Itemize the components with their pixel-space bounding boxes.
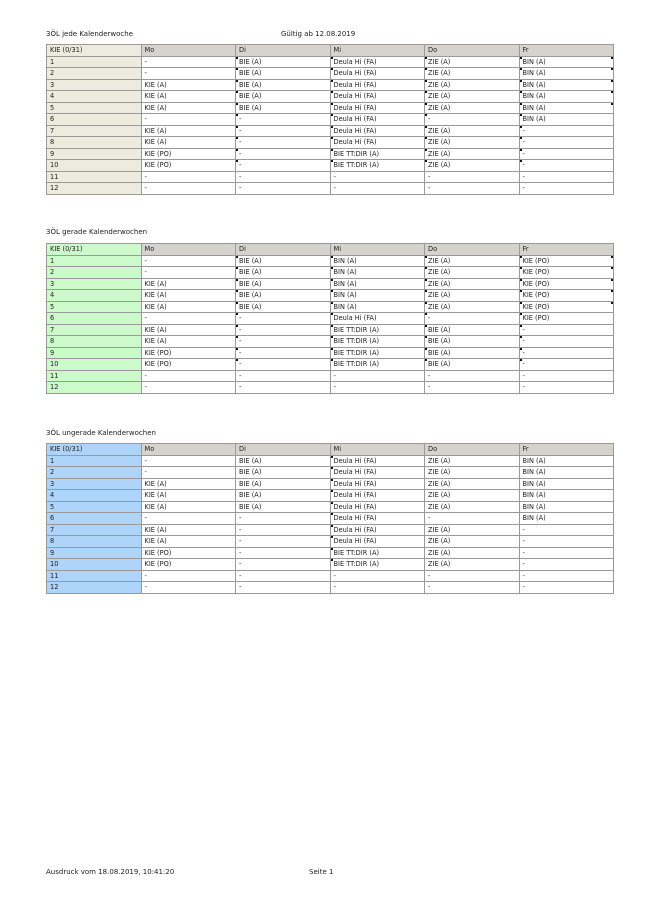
schedule-cell: BIE (A) [236, 56, 331, 68]
schedule-cell: KIE (A) [141, 478, 236, 490]
schedule-cell: - [236, 114, 331, 126]
schedule-cell: BIE (A) [425, 347, 520, 359]
schedule-cell: KIE (A) [141, 336, 236, 348]
schedule-cell: - [425, 582, 520, 594]
lesson-number-cell: 12 [47, 582, 142, 594]
schedule-cell: BIE TT:DIR (A) [330, 359, 425, 371]
table-row [47, 183, 614, 195]
table-row [47, 336, 614, 348]
schedule-cell: - [236, 160, 331, 172]
lesson-number-cell: 11 [47, 370, 142, 382]
schedule-cell: - [236, 125, 331, 137]
schedule-cell: - [141, 255, 236, 267]
schedule-cell: BIE (A) [236, 490, 331, 502]
schedule-cell: - [236, 570, 331, 582]
schedule-cell: ZIE (A) [425, 501, 520, 513]
schedule-cell: - [425, 183, 520, 195]
lesson-number-cell: 4 [47, 490, 142, 502]
schedule-cell: - [236, 313, 331, 325]
table-row [47, 524, 614, 536]
day-column-header: Di [236, 45, 331, 57]
schedule-cell: - [236, 359, 331, 371]
lesson-number-cell: 7 [47, 524, 142, 536]
lesson-number-cell: 10 [47, 559, 142, 571]
schedule-cell: KIE (A) [141, 501, 236, 513]
schedule-cell: BIN (A) [519, 91, 614, 103]
table-row [47, 102, 614, 114]
schedule-cell: KIE (A) [141, 102, 236, 114]
schedule-cell: Deula Hi (FA) [330, 56, 425, 68]
schedule-cell: Deula Hi (FA) [330, 68, 425, 80]
table-row [47, 125, 614, 137]
schedule-cell: - [236, 582, 331, 594]
table-row [47, 582, 614, 594]
schedule-cell: - [330, 582, 425, 594]
schedule-cell: Deula Hi (FA) [330, 313, 425, 325]
table-row [47, 278, 614, 290]
schedule-cell: ZIE (A) [425, 160, 520, 172]
lesson-number-cell: 11 [47, 171, 142, 183]
day-column-header: Mo [141, 244, 236, 256]
schedule-cell: - [425, 513, 520, 525]
day-column-header: Do [425, 444, 520, 456]
section-3-title: 3ÖL ungerade Kalenderwochen [46, 429, 156, 437]
section-2-title: 3ÖL gerade Kalenderwochen [46, 228, 148, 236]
lesson-number-cell: 2 [47, 68, 142, 80]
page-number: Seite 1 [309, 868, 334, 876]
schedule-cell: - [519, 582, 614, 594]
schedule-cell: BIE (A) [236, 102, 331, 114]
lesson-number-cell: 1 [47, 255, 142, 267]
lesson-number-cell: 10 [47, 359, 142, 371]
schedule-cell: Deula Hi (FA) [330, 501, 425, 513]
schedule-cell: - [519, 125, 614, 137]
schedule-cell: BIN (A) [519, 513, 614, 525]
schedule-cell: KIE (PO) [141, 547, 236, 559]
schedule-cell: BIE (A) [236, 68, 331, 80]
schedule-cell: KIE (A) [141, 278, 236, 290]
schedule-cell: - [236, 524, 331, 536]
schedule-cell: - [236, 536, 331, 548]
schedule-cell: BIE (A) [425, 359, 520, 371]
schedule-cell: - [236, 336, 331, 348]
schedule-cell: - [236, 547, 331, 559]
schedule-cell: - [236, 324, 331, 336]
schedule-cell: BIN (A) [519, 79, 614, 91]
section-1-title: 3ÖL jede Kalenderwoche [46, 30, 133, 38]
schedule-cell: BIE TT:DIR (A) [330, 324, 425, 336]
lesson-number-cell: 11 [47, 570, 142, 582]
day-column-header: Di [236, 244, 331, 256]
table-row [47, 324, 614, 336]
schedule-cell: - [330, 382, 425, 394]
schedule-cell: ZIE (A) [425, 91, 520, 103]
schedule-cell: - [141, 313, 236, 325]
schedule-cell: ZIE (A) [425, 102, 520, 114]
schedule-cell: KIE (A) [141, 524, 236, 536]
schedule-cell: - [141, 68, 236, 80]
schedule-cell: KIE (PO) [519, 313, 614, 325]
schedule-cell: BIE (A) [236, 290, 331, 302]
schedule-cell: Deula Hi (FA) [330, 125, 425, 137]
day-column-header: Mi [330, 444, 425, 456]
schedule-cell: BIN (A) [519, 114, 614, 126]
schedule-cell: BIE (A) [236, 467, 331, 479]
lesson-number-cell: 6 [47, 313, 142, 325]
schedule-cell: Deula Hi (FA) [330, 513, 425, 525]
schedule-cell: ZIE (A) [425, 301, 520, 313]
schedule-cell: - [425, 570, 520, 582]
lesson-number-cell: 8 [47, 336, 142, 348]
schedule-cell: BIN (A) [519, 102, 614, 114]
schedule-cell: BIE (A) [236, 478, 331, 490]
schedule-cell: - [141, 455, 236, 467]
schedule-grid [46, 243, 614, 394]
schedule-cell: KIE (PO) [141, 359, 236, 371]
print-timestamp: Ausdruck vom 18.08.2019, 10:41:20 [46, 868, 175, 876]
schedule-cell: BIN (A) [330, 278, 425, 290]
schedule-cell: KIE (PO) [141, 148, 236, 160]
schedule-cell: - [519, 359, 614, 371]
schedule-table-every-week [46, 44, 614, 195]
schedule-cell: KIE (A) [141, 91, 236, 103]
schedule-cell: BIN (A) [330, 267, 425, 279]
lesson-number-cell: 12 [47, 382, 142, 394]
table-header-row [47, 244, 614, 256]
schedule-cell: - [519, 382, 614, 394]
schedule-cell: - [330, 570, 425, 582]
schedule-cell: BIN (A) [519, 455, 614, 467]
table-row [47, 68, 614, 80]
schedule-cell: Deula Hi (FA) [330, 91, 425, 103]
day-column-header: Fr [519, 45, 614, 57]
schedule-cell: - [519, 536, 614, 548]
schedule-cell: - [519, 547, 614, 559]
schedule-cell: - [141, 171, 236, 183]
schedule-cell: KIE (A) [141, 490, 236, 502]
schedule-cell: - [236, 137, 331, 149]
schedule-cell: - [236, 559, 331, 571]
lesson-number-cell: 2 [47, 467, 142, 479]
schedule-cell: - [519, 324, 614, 336]
schedule-cell: Deula Hi (FA) [330, 137, 425, 149]
table-row [47, 91, 614, 103]
schedule-cell: - [519, 148, 614, 160]
schedule-cell: Deula Hi (FA) [330, 79, 425, 91]
lesson-number-cell: 7 [47, 125, 142, 137]
class-column-header: KIE (0/31) [47, 244, 142, 256]
table-row [47, 382, 614, 394]
table-row [47, 255, 614, 267]
schedule-cell: Deula Hi (FA) [330, 114, 425, 126]
table-row [47, 501, 614, 513]
class-column-header: KIE (0/31) [47, 444, 142, 456]
schedule-cell: KIE (A) [141, 125, 236, 137]
day-column-header: Fr [519, 444, 614, 456]
schedule-cell: - [141, 570, 236, 582]
schedule-cell: ZIE (A) [425, 559, 520, 571]
schedule-cell: - [330, 183, 425, 195]
schedule-cell: KIE (A) [141, 536, 236, 548]
schedule-cell: BIN (A) [519, 56, 614, 68]
schedule-cell: KIE (A) [141, 301, 236, 313]
schedule-cell: ZIE (A) [425, 267, 520, 279]
table-row [47, 56, 614, 68]
lesson-number-cell: 5 [47, 501, 142, 513]
table-header-row [47, 45, 614, 57]
schedule-cell: KIE (A) [141, 137, 236, 149]
table-row [47, 267, 614, 279]
lesson-number-cell: 5 [47, 301, 142, 313]
schedule-cell: KIE (PO) [519, 267, 614, 279]
table-row [47, 455, 614, 467]
schedule-cell: - [141, 467, 236, 479]
day-column-header: Mo [141, 45, 236, 57]
schedule-cell: - [330, 171, 425, 183]
day-column-header: Di [236, 444, 331, 456]
schedule-cell: - [141, 267, 236, 279]
day-column-header: Fr [519, 244, 614, 256]
schedule-cell: Deula Hi (FA) [330, 490, 425, 502]
schedule-cell: KIE (PO) [519, 255, 614, 267]
table-row [47, 290, 614, 302]
day-column-header: Mi [330, 45, 425, 57]
schedule-cell: BIN (A) [519, 467, 614, 479]
schedule-cell: BIE (A) [236, 455, 331, 467]
table-header-row [47, 444, 614, 456]
table-row [47, 137, 614, 149]
schedule-cell: KIE (PO) [141, 347, 236, 359]
schedule-cell: Deula Hi (FA) [330, 102, 425, 114]
schedule-cell: KIE (PO) [519, 290, 614, 302]
schedule-cell: BIN (A) [330, 255, 425, 267]
schedule-cell: ZIE (A) [425, 255, 520, 267]
schedule-cell: ZIE (A) [425, 137, 520, 149]
day-column-header: Mo [141, 444, 236, 456]
lesson-number-cell: 7 [47, 324, 142, 336]
schedule-cell: - [141, 382, 236, 394]
schedule-cell: BIE TT:DIR (A) [330, 160, 425, 172]
schedule-cell: BIE TT:DIR (A) [330, 547, 425, 559]
lesson-number-cell: 9 [47, 547, 142, 559]
schedule-cell: BIE TT:DIR (A) [330, 347, 425, 359]
schedule-cell: Deula Hi (FA) [330, 524, 425, 536]
schedule-cell: BIE (A) [236, 501, 331, 513]
valid-from-label: Gültig ab 12.08.2019 [281, 30, 356, 38]
lesson-number-cell: 4 [47, 290, 142, 302]
lesson-number-cell: 3 [47, 79, 142, 91]
schedule-cell: ZIE (A) [425, 125, 520, 137]
schedule-cell: - [519, 524, 614, 536]
day-column-header: Do [425, 45, 520, 57]
schedule-cell: - [425, 114, 520, 126]
schedule-cell: ZIE (A) [425, 79, 520, 91]
day-column-header: Mi [330, 244, 425, 256]
table-row [47, 547, 614, 559]
schedule-cell: KIE (PO) [141, 160, 236, 172]
table-row [47, 370, 614, 382]
table-row [47, 359, 614, 371]
schedule-cell: - [236, 148, 331, 160]
schedule-cell: Deula Hi (FA) [330, 467, 425, 479]
schedule-cell: - [519, 336, 614, 348]
lesson-number-cell: 8 [47, 536, 142, 548]
schedule-cell: ZIE (A) [425, 148, 520, 160]
schedule-cell: - [519, 559, 614, 571]
schedule-cell: - [141, 114, 236, 126]
schedule-cell: BIE TT:DIR (A) [330, 336, 425, 348]
schedule-cell: - [236, 370, 331, 382]
lesson-number-cell: 9 [47, 148, 142, 160]
schedule-cell: BIE TT:DIR (A) [330, 148, 425, 160]
schedule-cell: - [519, 570, 614, 582]
table-row [47, 79, 614, 91]
schedule-cell: KIE (PO) [519, 278, 614, 290]
schedule-cell: ZIE (A) [425, 467, 520, 479]
schedule-cell: - [141, 56, 236, 68]
table-row [47, 171, 614, 183]
schedule-cell: - [519, 137, 614, 149]
class-column-header: KIE (0/31) [47, 45, 142, 57]
schedule-cell: - [425, 313, 520, 325]
schedule-cell: ZIE (A) [425, 455, 520, 467]
schedule-cell: - [519, 183, 614, 195]
schedule-cell: BIE (A) [236, 278, 331, 290]
schedule-cell: ZIE (A) [425, 278, 520, 290]
table-row [47, 347, 614, 359]
schedule-cell: BIE (A) [236, 255, 331, 267]
table-row [47, 570, 614, 582]
schedule-cell: - [425, 171, 520, 183]
schedule-cell: ZIE (A) [425, 547, 520, 559]
schedule-cell: ZIE (A) [425, 290, 520, 302]
schedule-cell: - [236, 513, 331, 525]
lesson-number-cell: 1 [47, 455, 142, 467]
schedule-cell: ZIE (A) [425, 524, 520, 536]
schedule-grid [46, 443, 614, 594]
table-row [47, 478, 614, 490]
schedule-cell: ZIE (A) [425, 490, 520, 502]
schedule-cell: Deula Hi (FA) [330, 536, 425, 548]
schedule-cell: Deula Hi (FA) [330, 455, 425, 467]
schedule-cell: - [519, 160, 614, 172]
schedule-cell: - [519, 347, 614, 359]
schedule-cell: BIE TT:DIR (A) [330, 559, 425, 571]
day-column-header: Do [425, 244, 520, 256]
schedule-cell: BIE (A) [425, 324, 520, 336]
lesson-number-cell: 6 [47, 513, 142, 525]
schedule-cell: - [236, 382, 331, 394]
schedule-cell: BIN (A) [519, 478, 614, 490]
schedule-cell: - [141, 582, 236, 594]
schedule-cell: BIN (A) [519, 490, 614, 502]
table-row [47, 467, 614, 479]
schedule-cell: BIE (A) [236, 91, 331, 103]
schedule-cell: Deula Hi (FA) [330, 478, 425, 490]
schedule-cell: ZIE (A) [425, 68, 520, 80]
schedule-cell: - [330, 370, 425, 382]
schedule-cell: - [141, 370, 236, 382]
schedule-cell: - [519, 370, 614, 382]
schedule-cell: - [236, 347, 331, 359]
schedule-cell: BIE (A) [425, 336, 520, 348]
schedule-cell: BIN (A) [519, 68, 614, 80]
schedule-grid [46, 44, 614, 195]
schedule-cell: - [425, 370, 520, 382]
table-row [47, 301, 614, 313]
schedule-cell: - [141, 183, 236, 195]
lesson-number-cell: 1 [47, 56, 142, 68]
schedule-cell: KIE (PO) [519, 301, 614, 313]
table-row [47, 559, 614, 571]
schedule-cell: - [236, 171, 331, 183]
table-row [47, 148, 614, 160]
table-row [47, 160, 614, 172]
schedule-cell: KIE (A) [141, 79, 236, 91]
schedule-cell: ZIE (A) [425, 56, 520, 68]
schedule-cell: - [236, 183, 331, 195]
table-row [47, 513, 614, 525]
schedule-cell: KIE (A) [141, 290, 236, 302]
lesson-number-cell: 2 [47, 267, 142, 279]
schedule-cell: ZIE (A) [425, 536, 520, 548]
lesson-number-cell: 6 [47, 114, 142, 126]
schedule-cell: BIE (A) [236, 79, 331, 91]
schedule-cell: KIE (PO) [141, 559, 236, 571]
schedule-cell: ZIE (A) [425, 478, 520, 490]
lesson-number-cell: 3 [47, 278, 142, 290]
lesson-number-cell: 5 [47, 102, 142, 114]
schedule-cell: BIN (A) [330, 301, 425, 313]
schedule-cell: - [141, 513, 236, 525]
schedule-cell: BIN (A) [330, 290, 425, 302]
schedule-cell: BIN (A) [519, 501, 614, 513]
table-row [47, 313, 614, 325]
table-row [47, 490, 614, 502]
lesson-number-cell: 3 [47, 478, 142, 490]
schedule-cell: - [425, 382, 520, 394]
schedule-cell: KIE (A) [141, 324, 236, 336]
schedule-table-even-weeks [46, 243, 614, 394]
schedule-table-odd-weeks [46, 443, 614, 594]
lesson-number-cell: 10 [47, 160, 142, 172]
schedule-cell: - [519, 171, 614, 183]
lesson-number-cell: 4 [47, 91, 142, 103]
table-row [47, 114, 614, 126]
lesson-number-cell: 12 [47, 183, 142, 195]
schedule-cell: BIE (A) [236, 301, 331, 313]
schedule-cell: BIE (A) [236, 267, 331, 279]
table-row [47, 536, 614, 548]
lesson-number-cell: 9 [47, 347, 142, 359]
lesson-number-cell: 8 [47, 137, 142, 149]
